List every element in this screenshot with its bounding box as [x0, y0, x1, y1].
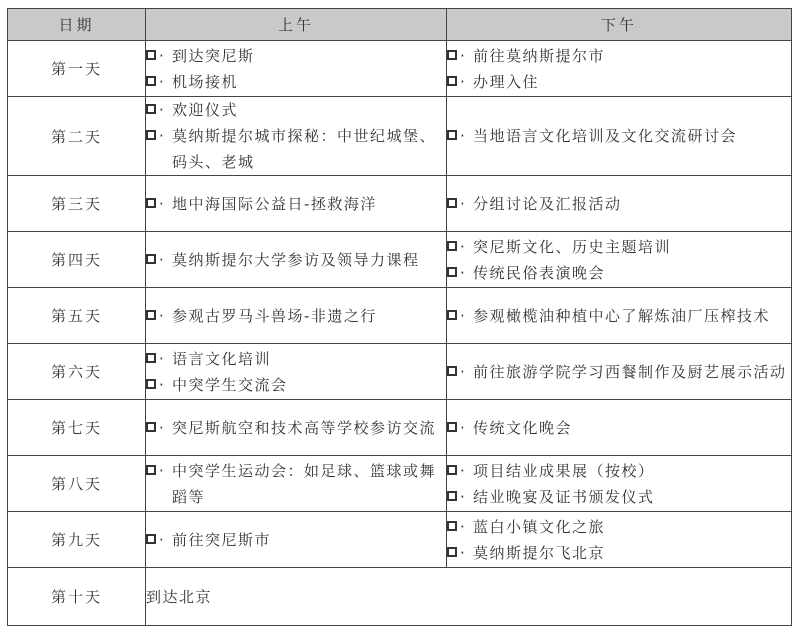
activity-text: 项目结业成果展（按校） — [473, 461, 655, 480]
list-item — [447, 260, 791, 286]
table-row — [8, 288, 792, 344]
bullet-dot: · — [460, 461, 467, 480]
list-item — [447, 540, 791, 566]
checkbox-square-icon — [146, 422, 156, 432]
checkbox-square-icon — [447, 547, 457, 557]
checkbox-square-icon — [146, 379, 156, 389]
table-row — [8, 568, 792, 626]
day-label: 第四天 — [8, 232, 146, 288]
morning-cell — [146, 400, 447, 456]
list-item — [146, 527, 446, 553]
list-item — [447, 234, 791, 260]
bullet-dot: · — [159, 250, 166, 269]
activity-text: 中突学生交流会 — [172, 375, 288, 394]
afternoon-cell — [447, 176, 792, 232]
bullet-dot: · — [460, 543, 467, 562]
table-row — [8, 512, 792, 568]
activity-text: 到达北京 — [146, 587, 213, 606]
activity-text: 莫纳斯提尔城市探秘：中世纪城堡、码头、老城 — [172, 127, 437, 171]
activity-text: 莫纳斯提尔大学参访及领导力课程 — [172, 250, 420, 269]
activity-text: 突尼斯航空和技术高等学校参访交流 — [172, 418, 437, 437]
morning-cell — [146, 288, 447, 344]
header-date: 日期 — [8, 9, 146, 41]
table-row — [8, 41, 792, 97]
list-item — [447, 43, 791, 69]
list-item — [447, 69, 791, 95]
morning-cell — [146, 344, 447, 400]
checkbox-square-icon — [447, 366, 457, 376]
day-label: 第九天 — [8, 512, 146, 568]
activity-text: 分组讨论及汇报活动 — [473, 194, 622, 213]
bullet-dot: · — [159, 194, 166, 213]
day-label: 第一天 — [8, 41, 146, 97]
bullet-dot: · — [159, 72, 166, 91]
list-item — [146, 247, 446, 273]
table-row — [8, 400, 792, 456]
activity-text: 欢迎仪式 — [172, 101, 239, 119]
table-row — [8, 456, 792, 512]
activity-text: 参观古罗马斗兽场-非遗之行 — [172, 306, 377, 325]
bullet-dot: · — [460, 362, 467, 381]
afternoon-cell — [447, 400, 792, 456]
morning-cell — [146, 512, 447, 568]
table-row — [8, 344, 792, 400]
bullet-dot: · — [159, 530, 166, 549]
day-label: 第五天 — [8, 288, 146, 344]
list-item — [146, 372, 446, 398]
bullet-dot: · — [159, 127, 166, 145]
activity-text: 突尼斯文化、历史主题培训 — [473, 237, 672, 256]
activity-text: 结业晚宴及证书颁发仪式 — [473, 487, 655, 506]
checkbox-square-icon — [447, 422, 457, 432]
checkbox-square-icon — [146, 130, 156, 140]
bullet-dot: · — [159, 101, 166, 119]
bullet-dot: · — [159, 46, 166, 65]
checkbox-square-icon — [447, 241, 457, 251]
list-item — [146, 303, 446, 329]
bullet-dot: · — [460, 127, 467, 145]
list-item — [447, 191, 791, 217]
activity-text: 前往突尼斯市 — [172, 530, 272, 549]
table-row — [8, 97, 792, 176]
activity-text: 前往旅游学院学习西餐制作及厨艺展示活动 — [473, 362, 787, 381]
afternoon-cell — [447, 456, 792, 512]
afternoon-cell — [447, 41, 792, 97]
bullet-dot: · — [460, 194, 467, 213]
day-label: 第八天 — [8, 456, 146, 512]
checkbox-square-icon — [447, 465, 457, 475]
activity-text: 蓝白小镇文化之旅 — [473, 517, 606, 536]
itinerary-table — [7, 8, 792, 626]
list-item — [447, 415, 791, 441]
day-label: 第十天 — [8, 568, 146, 626]
merged-activity-cell — [146, 568, 792, 626]
bullet-dot: · — [460, 306, 467, 325]
checkbox-square-icon — [447, 310, 457, 320]
activity-text: 办理入住 — [473, 72, 540, 91]
checkbox-square-icon — [447, 491, 457, 501]
list-item — [146, 346, 446, 372]
bullet-dot: · — [460, 517, 467, 536]
activity-text: 参观橄榄油种植中心了解炼油厂压榨技术 — [473, 306, 771, 325]
table-row — [8, 232, 792, 288]
bullet-dot: · — [460, 72, 467, 91]
header-morning: 上午 — [146, 9, 447, 41]
bullet-dot: · — [460, 487, 467, 506]
afternoon-cell — [447, 288, 792, 344]
afternoon-cell — [447, 97, 792, 176]
list-item — [447, 514, 791, 540]
bullet-dot: · — [159, 349, 166, 368]
list-item — [447, 303, 791, 329]
table-row — [8, 176, 792, 232]
bullet-dot: · — [159, 306, 166, 325]
activity-text: 中突学生运动会：如足球、篮球或舞蹈等 — [172, 461, 437, 506]
checkbox-square-icon — [146, 76, 156, 86]
list-item — [447, 484, 791, 510]
day-label: 第二天 — [8, 97, 146, 176]
list-item — [146, 69, 446, 95]
bullet-dot: · — [460, 237, 467, 256]
morning-cell — [146, 456, 447, 512]
itinerary-body — [8, 41, 792, 626]
morning-cell — [146, 232, 447, 288]
activity-text: 传统文化晚会 — [473, 418, 573, 437]
day-label: 第三天 — [8, 176, 146, 232]
checkbox-square-icon — [447, 130, 457, 140]
activity-text: 到达突尼斯 — [172, 46, 255, 65]
day-label: 第六天 — [8, 344, 146, 400]
activity-text: 当地语言文化培训及文化交流研讨会 — [473, 127, 738, 145]
list-item — [146, 191, 446, 217]
afternoon-cell — [447, 344, 792, 400]
activity-text: 地中海国际公益日-拯救海洋 — [172, 194, 377, 213]
checkbox-square-icon — [146, 254, 156, 264]
bullet-dot: · — [460, 418, 467, 437]
morning-cell — [146, 176, 447, 232]
checkbox-square-icon — [146, 534, 156, 544]
list-item — [146, 43, 446, 69]
checkbox-square-icon — [146, 465, 156, 475]
checkbox-square-icon — [447, 521, 457, 531]
bullet-dot: · — [159, 418, 166, 437]
checkbox-square-icon — [146, 353, 156, 363]
list-item — [146, 415, 446, 441]
activity-text: 语言文化培训 — [172, 349, 272, 368]
list-item — [146, 458, 446, 510]
bullet-dot: · — [460, 263, 467, 282]
activity-text: 莫纳斯提尔飞北京 — [473, 543, 606, 562]
checkbox-square-icon — [146, 198, 156, 208]
checkbox-square-icon — [146, 310, 156, 320]
list-item — [146, 123, 446, 175]
list-item — [447, 123, 791, 149]
afternoon-cell — [447, 512, 792, 568]
afternoon-cell — [447, 232, 792, 288]
morning-cell — [146, 41, 447, 97]
list-item — [447, 458, 791, 484]
checkbox-square-icon — [447, 267, 457, 277]
checkbox-square-icon — [447, 76, 457, 86]
header-afternoon: 下午 — [447, 9, 792, 41]
bullet-dot: · — [159, 375, 166, 394]
bullet-dot: · — [159, 461, 166, 480]
day-label: 第七天 — [8, 400, 146, 456]
list-item — [146, 97, 446, 123]
activity-text: 传统民俗表演晚会 — [473, 263, 606, 282]
activity-text: 机场接机 — [172, 72, 239, 91]
list-item — [447, 359, 791, 385]
checkbox-square-icon — [146, 104, 156, 114]
checkbox-square-icon — [146, 50, 156, 60]
activity-text: 前往莫纳斯提尔市 — [473, 46, 606, 65]
checkbox-square-icon — [447, 50, 457, 60]
header-row — [8, 9, 792, 41]
bullet-dot: · — [460, 46, 467, 65]
checkbox-square-icon — [447, 198, 457, 208]
morning-cell — [146, 97, 447, 176]
